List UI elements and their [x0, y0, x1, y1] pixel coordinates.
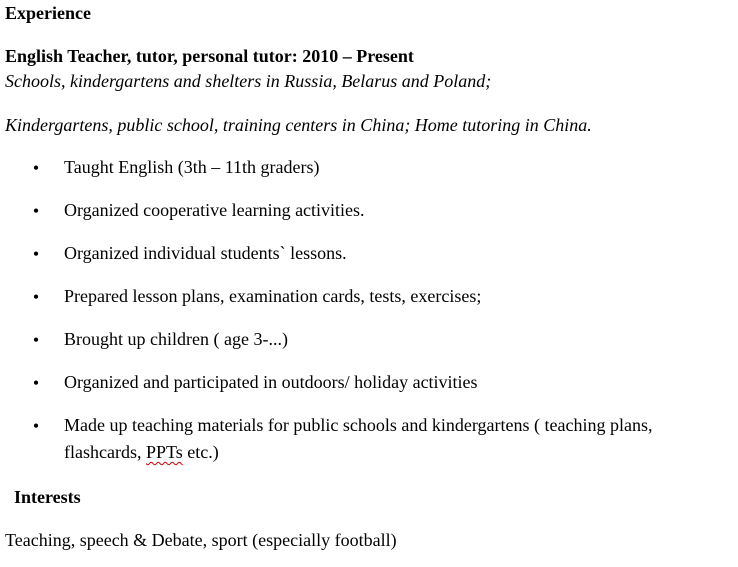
- duty-text-continued: [64, 441, 724, 463]
- duty-text: Made up teaching materials for public schools and kindergartens ( teaching plans,: [64, 415, 653, 435]
- bullet-icon: •: [32, 244, 40, 264]
- bullet-icon: •: [32, 373, 40, 393]
- bullet-icon: •: [32, 287, 40, 307]
- bullet-icon: •: [32, 158, 40, 178]
- duty-text: Organized cooperative learning activities.: [64, 200, 365, 220]
- bullet-icon: •: [32, 201, 40, 221]
- duty-text: Organized individual students` lessons.: [64, 243, 347, 263]
- duty-text: Taught English (3th – 11th graders): [64, 157, 320, 177]
- location-line-1: Schools, kindergartens and shelters in Russia, Belarus and Poland;: [5, 71, 492, 91]
- duty-text: Organized and participated in outdoors/ holiday activities: [64, 372, 478, 392]
- bullet-icon: •: [32, 330, 40, 350]
- location-line-2: Kindergartens, public school, training centers in China; Home tutoring in China.: [5, 115, 592, 135]
- bullet-icon: •: [32, 416, 40, 436]
- experience-heading: Experience: [5, 3, 91, 23]
- duty-text: Prepared lesson plans, examination cards, tests, exercises;: [64, 286, 482, 306]
- interests-heading: Interests: [14, 487, 81, 507]
- duty-text: Brought up children ( age 3-...): [64, 329, 288, 349]
- job-title: English Teacher, tutor, personal tutor: 2010 – Present: [5, 46, 414, 66]
- duty-text-part: etc.): [182, 442, 219, 462]
- interests-text: Teaching, speech & Debate, sport (especially football): [5, 530, 397, 550]
- spellcheck-flagged-word[interactable]: PPTs: [145, 442, 183, 462]
- duty-text-part: flashcards,: [64, 442, 146, 462]
